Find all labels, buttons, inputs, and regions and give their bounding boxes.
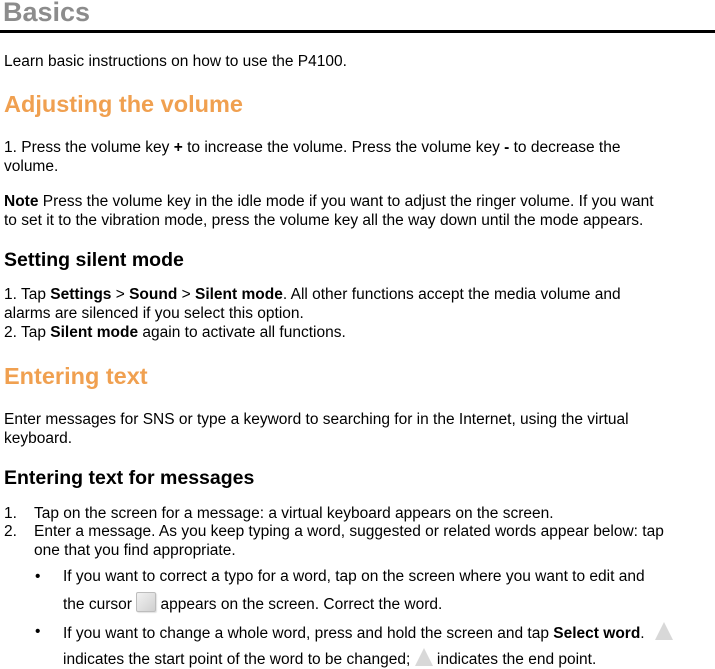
volume-step-1-c: to decrease the <box>509 139 621 156</box>
end-point-icon <box>415 648 433 666</box>
bullet: • <box>35 568 41 585</box>
bullet-2-line-1 <box>63 622 673 643</box>
entering-line-2: keyboard. <box>4 430 73 447</box>
chapter-title: Basics <box>3 0 91 27</box>
bullet-2-text-c: indicates the end point. <box>436 651 597 668</box>
heading-entering-text: Entering text <box>4 363 148 389</box>
volume-key-plus: + <box>173 139 183 156</box>
bullet-1-line-2 <box>63 592 442 614</box>
menu-settings: Settings <box>50 286 112 303</box>
silent-step-1-a: 1. Tap <box>4 286 51 303</box>
silent-step-1-b: . All other functions accept the media volume and <box>282 286 621 303</box>
bullet-1-text-b: appears on the screen. Correct the word. <box>160 596 443 613</box>
list-item-number-1: 1. <box>4 505 17 522</box>
bullet-2-text-a: If you want to change a whole word, press and hold the screen and tap <box>63 625 554 642</box>
chapter-divider <box>0 30 715 33</box>
bullet-1-text-a: the cursor <box>63 596 137 613</box>
menu-silent-mode: Silent mode <box>194 286 283 303</box>
list-item-2-cont: one that you find appropriate. <box>34 542 236 559</box>
bullet-2-text-b: indicates the start point of the word to be changed; <box>63 651 415 668</box>
volume-step-1-b: to increase the volume. Press the volume key <box>182 139 505 156</box>
path-separator: > <box>111 286 130 303</box>
silent-step-1 <box>4 285 621 304</box>
silent-step-2-a: 2. Tap <box>4 324 51 341</box>
entering-line-1: Enter messages for SNS or type a keyword to searching for in the Internet, using the virtual <box>4 411 629 428</box>
note-label: Note <box>4 193 39 210</box>
silent-step-2 <box>4 323 346 342</box>
intro-text: Learn basic instructions on how to use the P4100. <box>4 53 347 70</box>
heading-entering-messages: Entering text for messages <box>4 467 255 489</box>
menu-silent-mode-2: Silent mode <box>50 324 139 341</box>
volume-note <box>4 192 654 211</box>
note-line-2: to set it to the vibration mode, press the volume key all the way down until the mode appears. <box>4 212 644 229</box>
volume-step-1-a: 1. Press the volume key <box>4 139 174 156</box>
bullet: • <box>35 623 41 640</box>
silent-step-1-cont: alarms are silenced if you select this option. <box>4 305 304 322</box>
volume-key-minus: - <box>504 139 510 156</box>
path-separator: > <box>177 286 195 303</box>
volume-step-1 <box>4 138 620 157</box>
list-item-number-2: 2. <box>4 523 17 540</box>
select-word-label: Select word <box>553 625 641 642</box>
heading-adjusting-volume: Adjusting the volume <box>4 91 243 117</box>
start-point-icon <box>655 622 673 640</box>
note-line-1: Press the volume key in the idle mode if you want to adjust the ringer volume. If you want <box>38 193 654 210</box>
bullet-2-period: . <box>640 625 645 642</box>
heading-silent-mode: Setting silent mode <box>4 249 184 271</box>
list-item-1: Tap on the screen for a message: a virtual keyboard appears on the screen. <box>34 505 554 522</box>
volume-step-1-cont: volume. <box>4 158 59 175</box>
bullet-1-line-1: If you want to correct a typo for a word, tap on the screen where you want to edit and <box>63 568 645 585</box>
silent-step-2-b: again to activate all functions. <box>138 324 346 341</box>
menu-sound: Sound <box>129 286 178 303</box>
list-item-2: Enter a message. As you keep typing a word, suggested or related words appear below: tap <box>34 523 664 540</box>
cursor-icon <box>136 592 156 612</box>
